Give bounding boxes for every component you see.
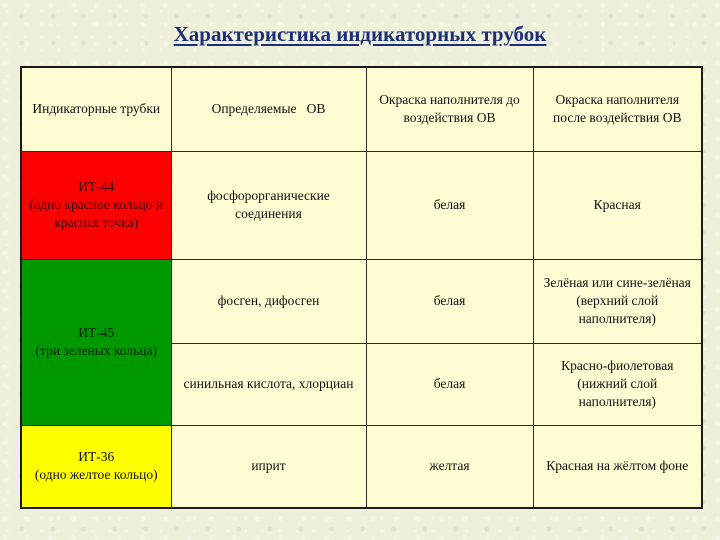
header-before: Окраска наполнителя до воздействия ОВ — [366, 67, 533, 151]
before-cell: белая — [366, 343, 533, 425]
after-cell: Красная — [533, 151, 702, 259]
ov-cell: синильная кислота, хлорциан — [171, 343, 366, 425]
indicator-tubes-table — [20, 66, 703, 509]
ov-cell: фосфорорганические соединения — [171, 151, 366, 259]
after-cell: Зелёная или сине-зелёная (верхний слой наполнителя) — [533, 259, 702, 343]
tube-name: ИТ-44 — [78, 179, 115, 194]
tube-cell-it36 — [21, 425, 171, 508]
tube-desc: (одно красное кольцо и красная точка) — [29, 197, 164, 230]
ov-cell: иприт — [171, 425, 366, 508]
table-header-row — [21, 67, 702, 151]
tube-name: ИТ-45 — [78, 325, 115, 340]
tube-cell-it44 — [21, 151, 171, 259]
page-title: Характеристика индикаторных трубок — [173, 22, 547, 46]
table-row — [21, 259, 702, 343]
header-tubes: Индикаторные трубки — [21, 67, 171, 151]
ov-cell: фосген, дифосген — [171, 259, 366, 343]
before-cell: белая — [366, 259, 533, 343]
header-ov: Определяемые ОВ — [171, 67, 366, 151]
tube-desc: (одно желтое кольцо) — [34, 467, 158, 483]
before-cell: желтая — [366, 425, 533, 508]
table-row — [21, 425, 702, 508]
tube-desc: (три зеленых кольца) — [35, 343, 157, 358]
header-after: Окраска наполнителя после воздействия ОВ — [533, 67, 702, 151]
before-cell: белая — [366, 151, 533, 259]
tube-cell-it45 — [21, 259, 171, 425]
after-cell: Красно-фиолетовая (нижний слой наполнителя) — [533, 343, 702, 425]
table-row — [21, 151, 702, 259]
after-cell: Красная на жёлтом фоне — [533, 425, 702, 508]
tube-name: ИТ-36 — [78, 449, 115, 465]
